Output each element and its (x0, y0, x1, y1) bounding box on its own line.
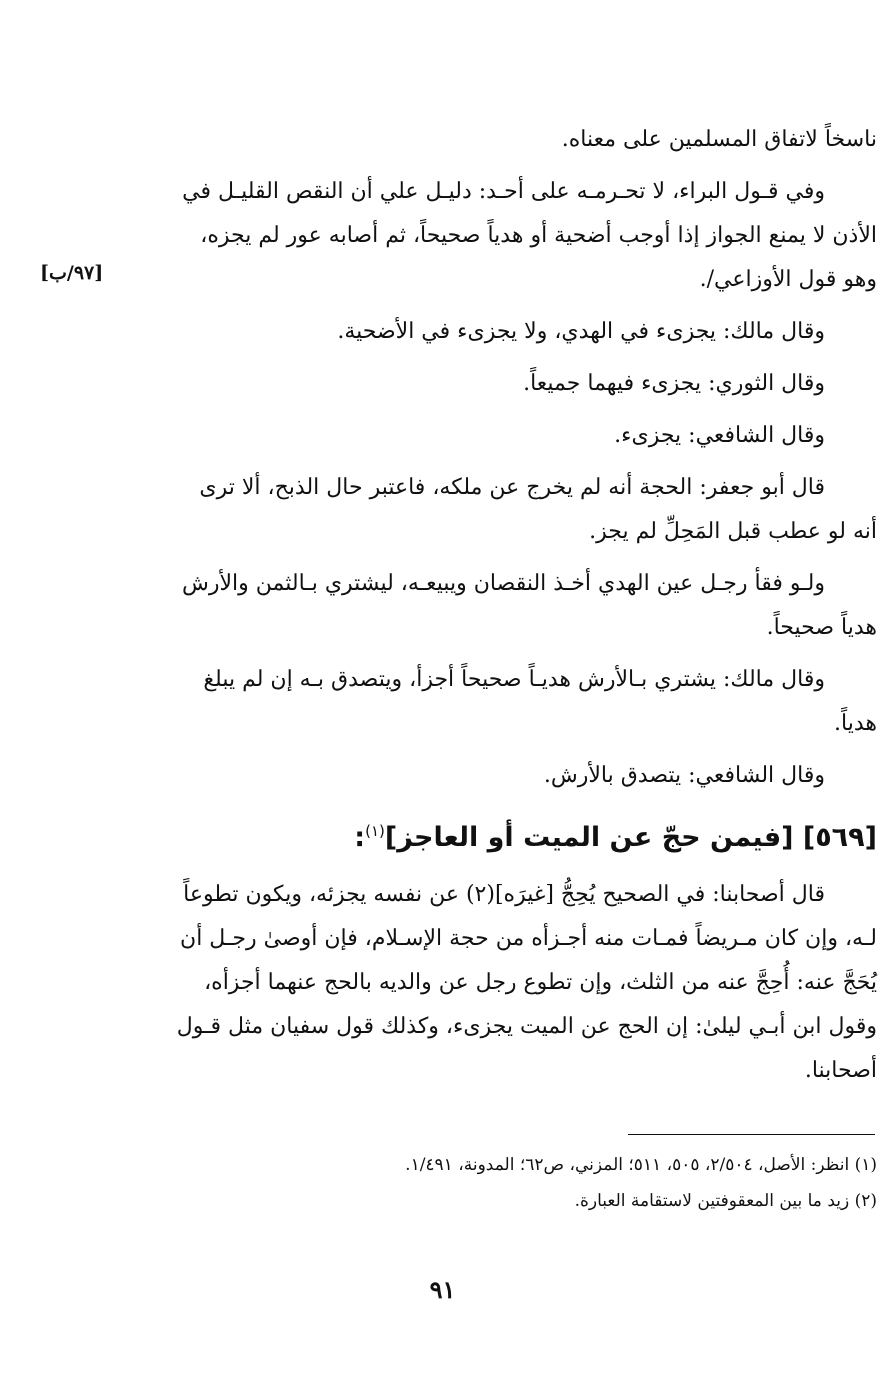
text-line: أنه لو عطب قبل المَحِلِّ لم يجز. (589, 519, 877, 544)
text-line: وقال الشافعي: يجزىء. (614, 423, 825, 448)
section-paragraph (135, 873, 877, 1093)
text-line: وقال مالك: يجزىء في الهدي، ولا يجزىء في الأضحية. (337, 319, 825, 344)
main-text (135, 118, 877, 1101)
paragraph-7 (135, 562, 877, 650)
footnote-divider (628, 1134, 875, 1135)
text-line: وقال الثوري: يجزىء فيهما جميعاً. (523, 371, 825, 396)
paragraph-2 (135, 170, 877, 302)
text-line: وهو قول الأوزاعي/. (699, 267, 877, 292)
paragraph-8 (135, 658, 877, 746)
text-line: قال أصحابنا: في الصحيح يُحِجُّ [غيرَه](٢) عن نفسه يجزئه، ويكون تطوعاً (183, 882, 825, 907)
paragraph-3 (135, 310, 877, 354)
footnotes (135, 1147, 877, 1219)
paragraph-9 (135, 754, 877, 798)
section-heading (135, 806, 877, 863)
text-line: ولـو فقأ رجـل عين الهدي أخـذ النقصان ويبيعـه، ليشتري بـالثمن والأرش (182, 571, 825, 596)
text-line: يُحَجَّ عنه: أُحِجَّ عنه من الثلث، وإن تطوع رجل عن والديه بالحج عنهما أجزأه، (204, 970, 877, 995)
paragraph-1 (135, 118, 877, 162)
text-line: هدياً. (834, 711, 877, 736)
footnote-2: (٢) زيد ما بين المعقوفتين لاستقامة العبارة. (574, 1191, 877, 1211)
text-line: وقال الشافعي: يتصدق بالأرش. (543, 763, 825, 788)
margin-folio-reference: [٩٧/ب] (40, 262, 104, 284)
text-line: أصحابنا. (804, 1058, 877, 1083)
footnote-1: (١) انظر: الأصل، ٢/٥٠٤، ٥٠٥، ٥١١؛ المزني، ص٦٢؛ المدونة، ١/٤٩١. (405, 1155, 877, 1175)
page-number: ٩١ (429, 1275, 456, 1304)
footnote-ref: (١) (365, 822, 385, 840)
text-line: هدياً صحيحاً. (766, 615, 877, 640)
text-line: وفي قـول البراء، لا تحـرمـه على أحـد: دليـل علي أن النقص القليـل في (182, 179, 825, 204)
text-line: لـه، وإن كان مـريضاً فمـات منه أجـزأه من حجة الإسـلام، فإن أوصىٰ رجـل أن (180, 926, 877, 951)
paragraph-4 (135, 362, 877, 406)
paragraph-5 (135, 414, 877, 458)
text-line: وقال مالك: يشتري بـالأرش هديـاً صحيحاً أجزأ، ويتصدق بـه إن لم يبلغ (203, 667, 825, 692)
text-line: ناسخاً لاتفاق المسلمين على معناه. (561, 127, 877, 152)
paragraph-6 (135, 466, 877, 554)
text-line: الأذن لا يمنع الجواز إذا أوجب أضحية أو هدياً صحيحاً، ثم أصابه عور لم يجزه، (200, 223, 877, 248)
section-heading-colon: : (354, 822, 366, 853)
section-heading-title: [٥٦٩] [فيمن حجّ عن الميت أو العاجز] (384, 822, 877, 853)
text-line: قال أبو جعفر: الحجة أنه لم يخرج عن ملكه، فاعتبر حال الذبح، ألا ترى (199, 475, 825, 500)
text-line: وقول ابن أبـي ليلىٰ: إن الحج عن الميت يجزىء، وكذلك قول سفيان مثل قـول (176, 1014, 877, 1039)
